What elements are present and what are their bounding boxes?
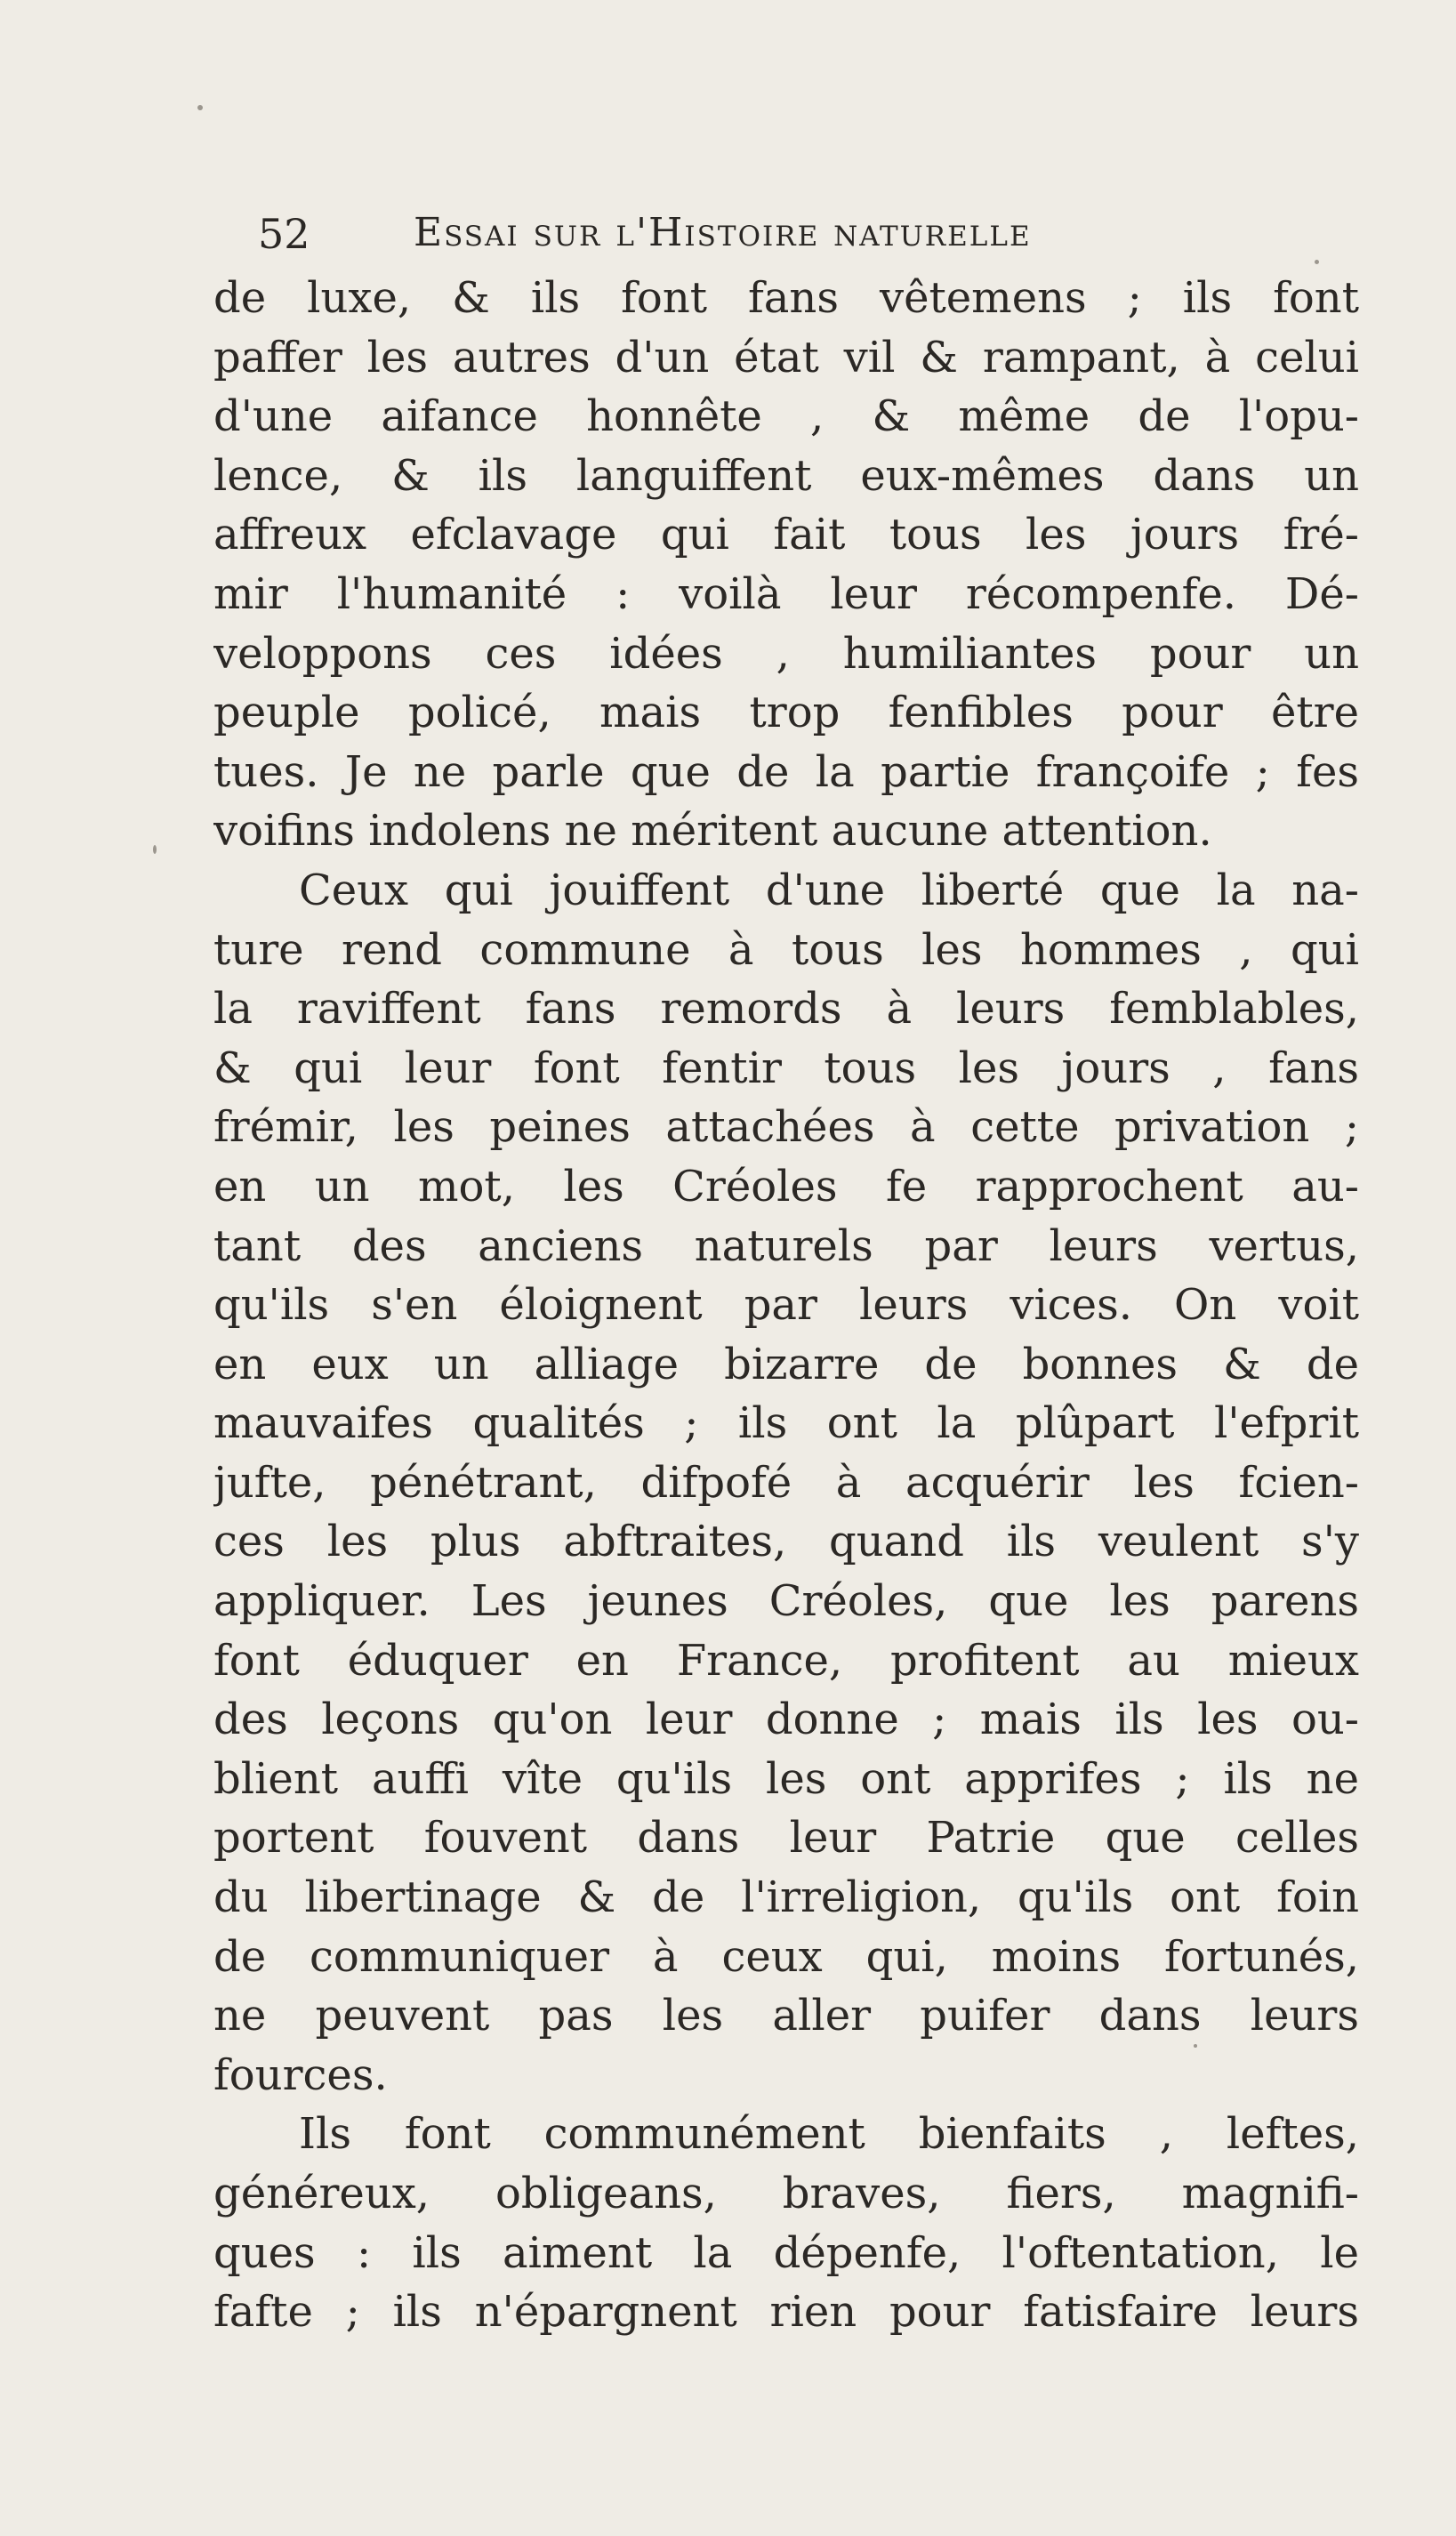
text-line: tues. Je ne parle que de la partie françoife ; fes bbox=[213, 746, 1359, 797]
text-line: lence, & ils languiffent eux-mêmes dans un bbox=[213, 450, 1359, 501]
text-line: de luxe, & ils font fans vêtemens ; ils font bbox=[213, 273, 1359, 323]
text-line: des leçons qu'on leur donne ; mais ils les ou- bbox=[213, 1695, 1359, 1745]
text-line: ces les plus abftraites, quand ils veulent s'y bbox=[213, 1517, 1359, 1567]
text-line: d'une aifance honnête , & même de l'opu- bbox=[213, 391, 1359, 442]
paragraph-start: Ils font communément bienfaits , leftes, bbox=[299, 2109, 1359, 2160]
text-line: voifins indolens ne méritent aucune attention. bbox=[213, 806, 1212, 857]
text-line: de communiquer à ceux qui, moins fortunés, bbox=[213, 1931, 1359, 1982]
text-line: jufte, pénétrant, difpofé à acquérir les fcien- bbox=[213, 1457, 1359, 1508]
text-line: & qui leur font fentir tous les jours , fans bbox=[213, 1043, 1359, 1093]
text-line: fafte ; ils n'épargnent rien pour fatisfaire leurs bbox=[213, 2287, 1359, 2338]
text-line: frémir, les peines attachées à cette privation ; bbox=[213, 1102, 1359, 1153]
paper-speck bbox=[197, 105, 203, 110]
text-line: fources. bbox=[213, 2049, 388, 2100]
text-line: généreux, obligeans, braves, fiers, magnifi- bbox=[213, 2169, 1359, 2218]
text-line: portent fouvent dans leur Patrie que celles bbox=[213, 1813, 1359, 1864]
paragraph-start: Ceux qui jouiffent d'une liberté que la na- bbox=[299, 865, 1359, 915]
text-line: peuple policé, mais trop fenfibles pour être bbox=[213, 688, 1359, 738]
page-number: 52 bbox=[258, 210, 310, 258]
text-line: font éduquer en France, profitent au mieux bbox=[213, 1635, 1359, 1686]
text-line: ques : ils aiment la dépenfe, l'oftentation, le bbox=[213, 2227, 1359, 2278]
text-line: paffer les autres d'un état vil & rampant, à celui bbox=[213, 332, 1359, 382]
paper-speck bbox=[1194, 2044, 1197, 2048]
text-line: en un mot, les Créoles fe rapprochent au- bbox=[213, 1161, 1359, 1212]
text-line: affreux efclavage qui fait tous les jours fré- bbox=[213, 510, 1359, 560]
text-line: mauvaifes qualités ; ils ont la plûpart l'efprit bbox=[213, 1398, 1359, 1449]
text-line: la raviffent fans remords à leurs femblables, bbox=[213, 984, 1359, 1035]
running-header bbox=[258, 210, 1352, 263]
text-line: blient auffi vîte qu'ils les ont apprifes ; ils ne bbox=[213, 1753, 1359, 1804]
text-line: du libertinage & de l'irreligion, qu'ils ont foin bbox=[213, 1872, 1359, 1923]
text-line: en eux un alliage bizarre de bonnes & de bbox=[213, 1339, 1359, 1389]
text-line: ture rend commune à tous les hommes , qui bbox=[213, 924, 1359, 975]
text-line: tant des anciens naturels par leurs vertus, bbox=[213, 1220, 1359, 1271]
paper-speck bbox=[1315, 260, 1319, 264]
text-line: mir l'humanité : voilà leur récompenfe. Dé- bbox=[213, 568, 1359, 619]
text-line: appliquer. Les jeunes Créoles, que les parens bbox=[213, 1576, 1359, 1627]
running-title: Essai sur l'Histoire naturelle bbox=[414, 210, 1032, 255]
paper-speck bbox=[153, 845, 157, 854]
text-line: ne peuvent pas les aller puifer dans leurs bbox=[213, 1991, 1359, 2041]
body-text bbox=[213, 269, 1359, 2342]
text-line: qu'ils s'en éloignent par leurs vices. On voit bbox=[213, 1280, 1359, 1331]
text-line: veloppons ces idées , humiliantes pour un bbox=[213, 628, 1359, 679]
